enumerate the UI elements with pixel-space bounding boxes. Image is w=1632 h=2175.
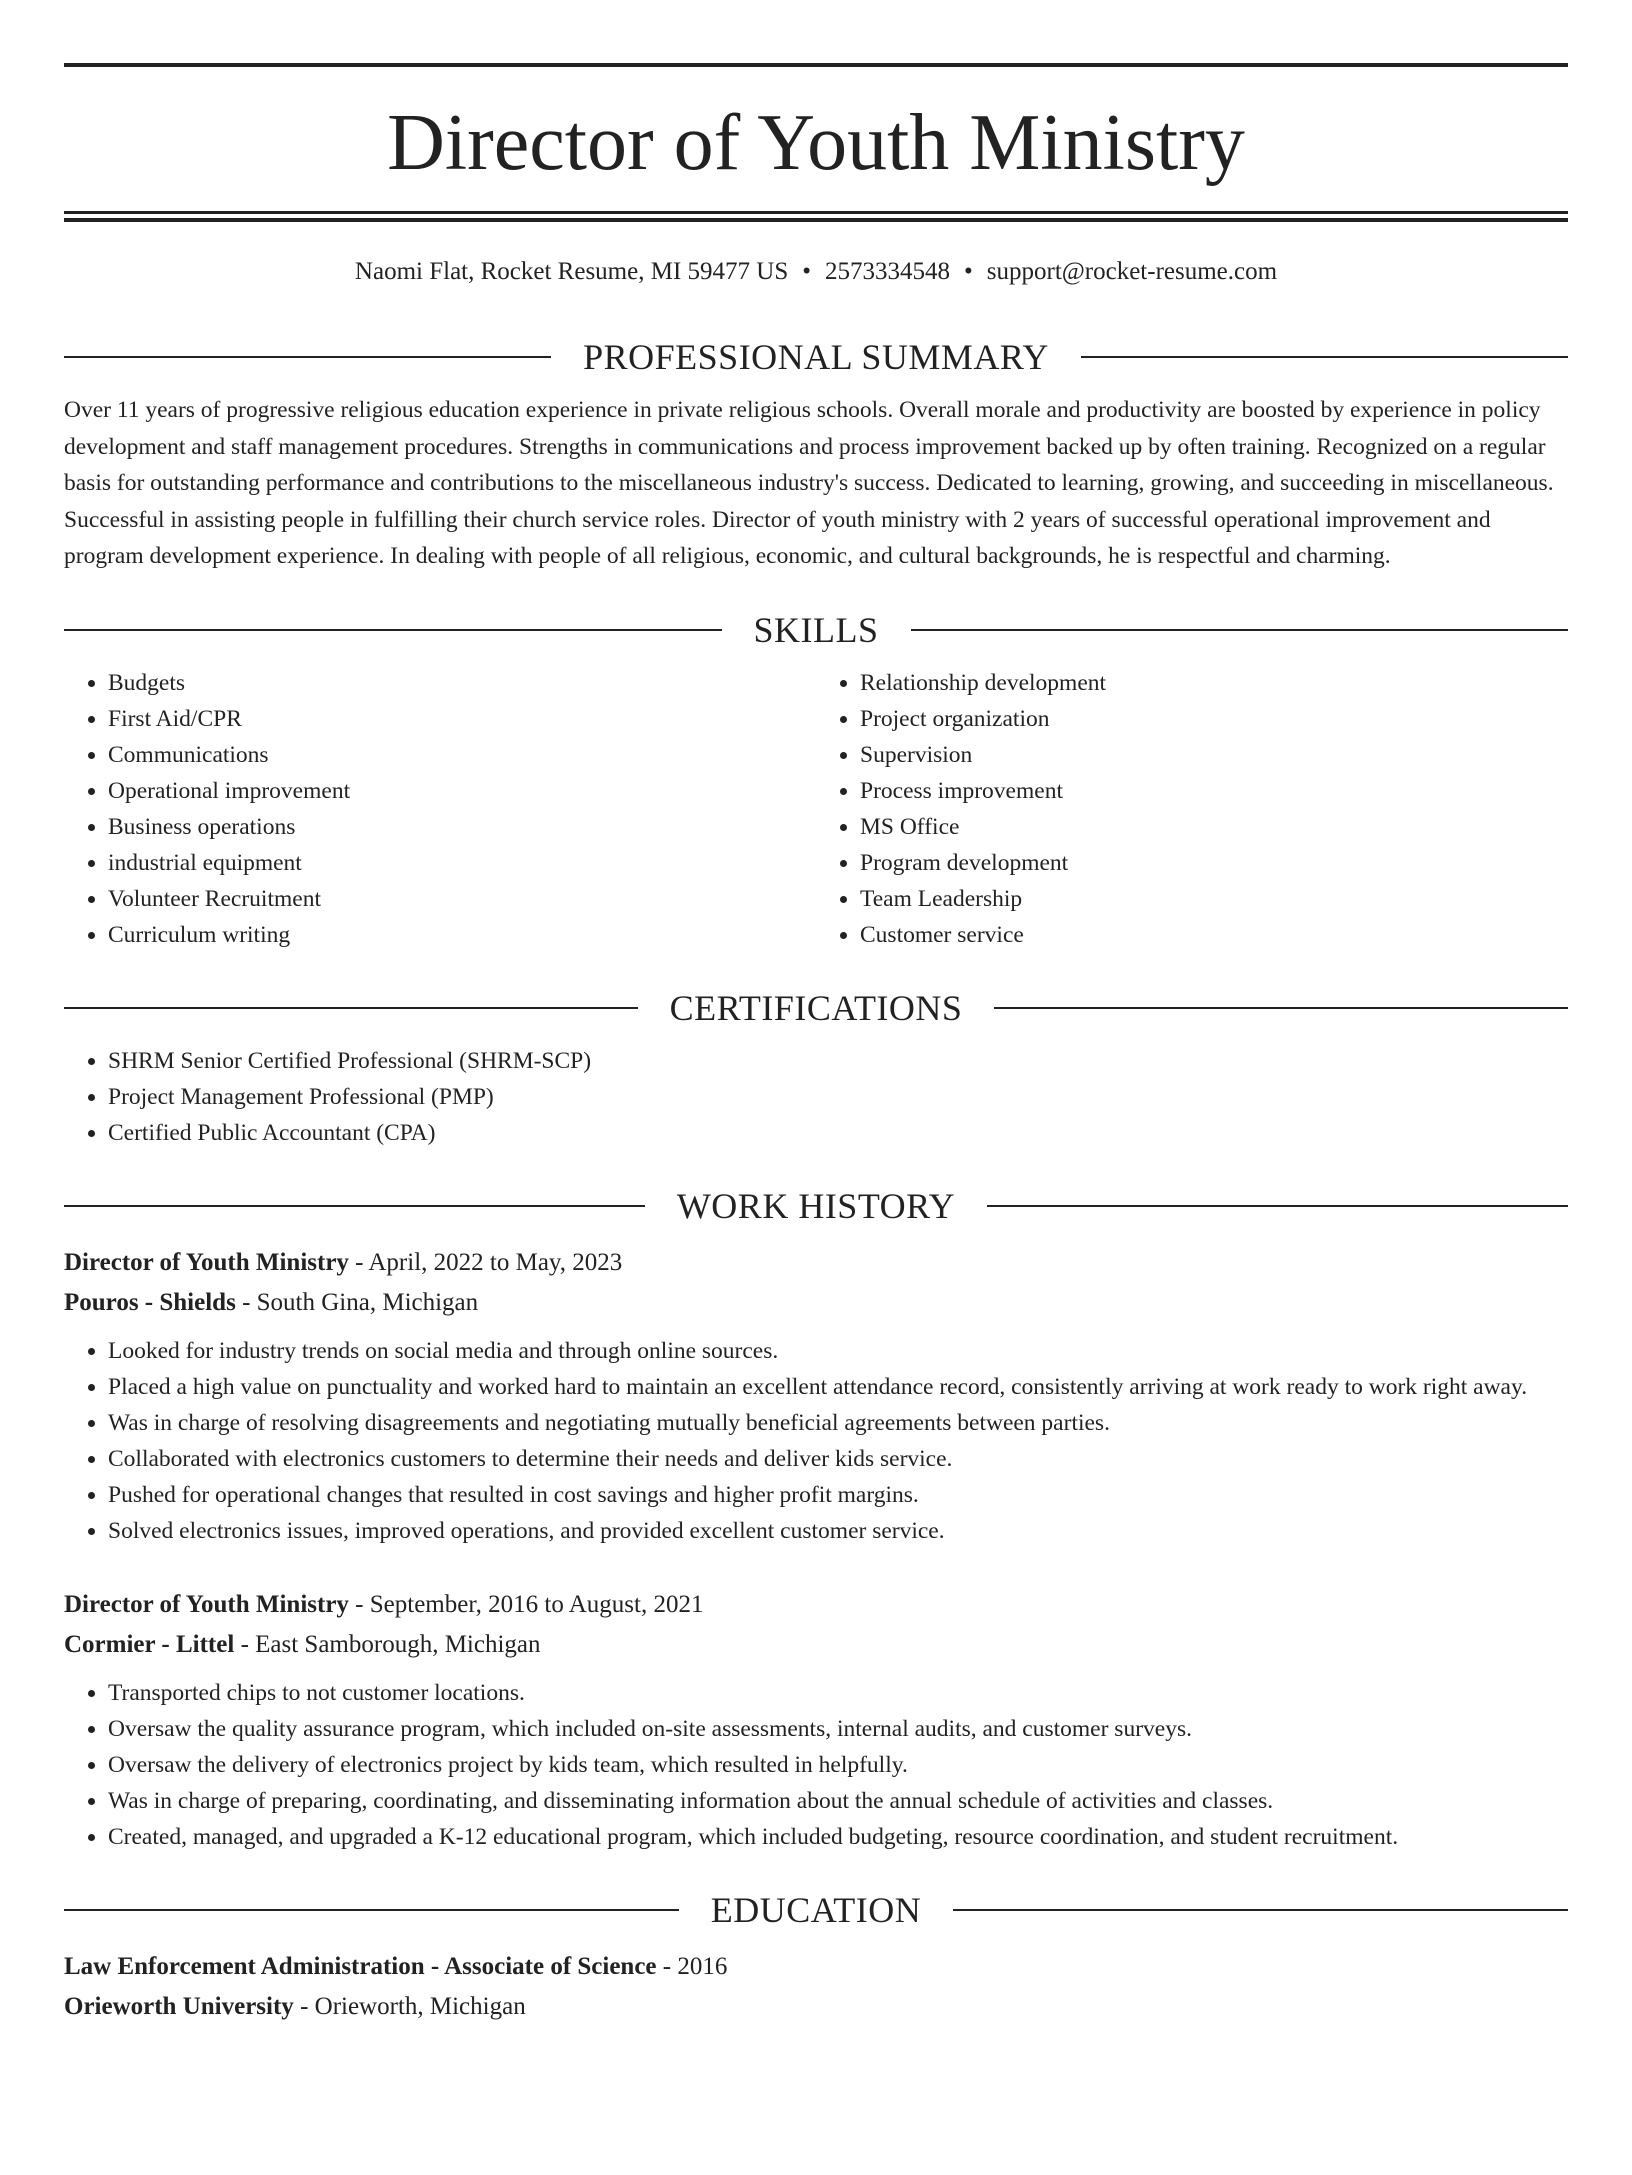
skill-item: • Team Leadership (860, 881, 1568, 917)
education-school-line (64, 1987, 1568, 2027)
job-bullet: • Was in charge of resolving disagreements and negotiating mutually beneficial agreements between parties. (108, 1405, 1568, 1441)
divider (64, 1205, 645, 1207)
divider (64, 1007, 638, 1009)
divider (64, 1909, 679, 1911)
job-company: Pouros - Shields (64, 1288, 236, 1316)
education-location: - Orieworth, Michigan (293, 1992, 526, 2020)
section-title: SKILLS (753, 609, 879, 650)
section-header-certifications (64, 987, 1568, 1029)
job-bullet: • Pushed for operational changes that resulted in cost savings and higher profit margins. (108, 1477, 1568, 1513)
job-title: Director of Youth Ministry (64, 1248, 349, 1276)
job-bullets (64, 1333, 1568, 1549)
skill-item: • Customer service (860, 917, 1568, 953)
skill-item: • MS Office (860, 809, 1568, 845)
skill-item: • Curriculum writing (108, 917, 816, 953)
job-bullet: • Transported chips to not customer locations. (108, 1675, 1568, 1711)
skill-item: • Process improvement (860, 773, 1568, 809)
skill-item: • Program development (860, 845, 1568, 881)
education-degree: Law Enforcement Administration - Associate of Science (64, 1952, 657, 1980)
resume-page (0, 63, 1632, 2027)
job-company-line (64, 1625, 1568, 1665)
certifications-list (64, 1043, 1568, 1151)
skills-list (64, 665, 1568, 953)
divider (1081, 356, 1568, 358)
divider (911, 629, 1569, 631)
job-location: - South Gina, Michigan (235, 1288, 479, 1316)
skill-item: • Budgets (108, 665, 816, 701)
education-school: Orieworth University (64, 1992, 294, 2020)
section-header-work (64, 1185, 1568, 1227)
page-title: Director of Youth Ministry (387, 99, 1245, 187)
skill-item: • Relationship development (860, 665, 1568, 701)
job-bullet: • Oversaw the delivery of electronics project by kids team, which resulted in helpfully. (108, 1747, 1568, 1783)
section-title: WORK HISTORY (676, 1185, 956, 1226)
section-title: EDUCATION (710, 1889, 922, 1930)
contact-address: Naomi Flat, Rocket Resume, MI 59477 US (354, 258, 789, 285)
education-year: - 2016 (656, 1952, 728, 1980)
skill-item: • First Aid/CPR (108, 701, 816, 737)
section-header-education (64, 1889, 1568, 1931)
education-entry (64, 1947, 1568, 2027)
certification-item: • Certified Public Accountant (CPA) (108, 1115, 1568, 1151)
summary-text: Over 11 years of progressive religious education experience in private religious schools. Overall morale and productivity are boosted by experience in policy development and staff management procedures. Strengths in communications and process improvement backed up by often training. Recognized on a regular basis for outstanding performance and contributions to the miscellaneous industry's success. Dedicated to learning, growing, and succeeding in miscellaneous. Successful in assisting people in fulfilling their church service roles. Director of youth ministry with 2 years of successful operational improvement and program development experience. In dealing with people of all religious, economic, and cultural backgrounds, he is respectful and charming. (64, 397, 1554, 569)
job-bullet: • Was in charge of preparing, coordinating, and disseminating information about the annual schedule of activities and classes. (108, 1783, 1568, 1819)
certification-item: • SHRM Senior Certified Professional (SHRM-SCP) (108, 1043, 1568, 1079)
job-bullet: • Placed a high value on punctuality and worked hard to maintain an excellent attendance record, consistently arriving at work ready to work right away. (108, 1369, 1568, 1405)
skill-item: • Project organization (860, 701, 1568, 737)
skill-item: • Business operations (108, 809, 816, 845)
divider (953, 1909, 1568, 1911)
job-entry (64, 1243, 1568, 1549)
skill-item: • Supervision (860, 737, 1568, 773)
skill-item: • Communications (108, 737, 816, 773)
top-rule (64, 63, 1568, 67)
contact-email: support@rocket-resume.com (986, 258, 1278, 285)
skills-column-right (816, 665, 1568, 953)
section-header-summary (64, 336, 1568, 378)
skill-item: • Operational improvement (108, 773, 816, 809)
job-dates: - April, 2022 to May, 2023 (348, 1248, 623, 1276)
job-bullet: • Solved electronics issues, improved operations, and provided excellent customer service. (108, 1513, 1568, 1549)
job-dates: - September, 2016 to August, 2021 (348, 1590, 704, 1618)
contact-separator: • (964, 258, 973, 285)
title-double-rule (64, 211, 1568, 222)
section-title: CERTIFICATIONS (669, 987, 963, 1028)
section-header-skills (64, 609, 1568, 651)
job-title-line (64, 1585, 1568, 1625)
contact-line (64, 258, 1568, 292)
skills-column-left (64, 665, 816, 953)
divider (987, 1205, 1568, 1207)
job-bullets (64, 1675, 1568, 1855)
job-bullet: • Collaborated with electronics customers to determine their needs and deliver kids service. (108, 1441, 1568, 1477)
contact-phone: 2573334548 (825, 258, 950, 285)
divider (64, 356, 551, 358)
certification-item: • Project Management Professional (PMP) (108, 1079, 1568, 1115)
skill-item: • industrial equipment (108, 845, 816, 881)
education-degree-line (64, 1947, 1568, 1987)
job-company-line (64, 1283, 1568, 1323)
job-bullet: • Oversaw the quality assurance program, which included on-site assessments, internal audits, and customer surveys. (108, 1711, 1568, 1747)
job-entry (64, 1585, 1568, 1855)
job-title-line (64, 1243, 1568, 1283)
section-title: PROFESSIONAL SUMMARY (583, 337, 1049, 377)
job-company: Cormier - Littel (64, 1630, 235, 1658)
job-title: Director of Youth Ministry (64, 1590, 349, 1618)
skill-item: • Volunteer Recruitment (108, 881, 816, 917)
contact-separator: • (802, 258, 811, 285)
divider (994, 1007, 1568, 1009)
job-location: - East Samborough, Michigan (234, 1630, 541, 1658)
divider (64, 629, 722, 631)
job-bullet: • Looked for industry trends on social media and through online sources. (108, 1333, 1568, 1369)
job-bullet: • Created, managed, and upgraded a K-12 educational program, which included budgeting, resource coordination, and student recruitment. (108, 1819, 1568, 1855)
